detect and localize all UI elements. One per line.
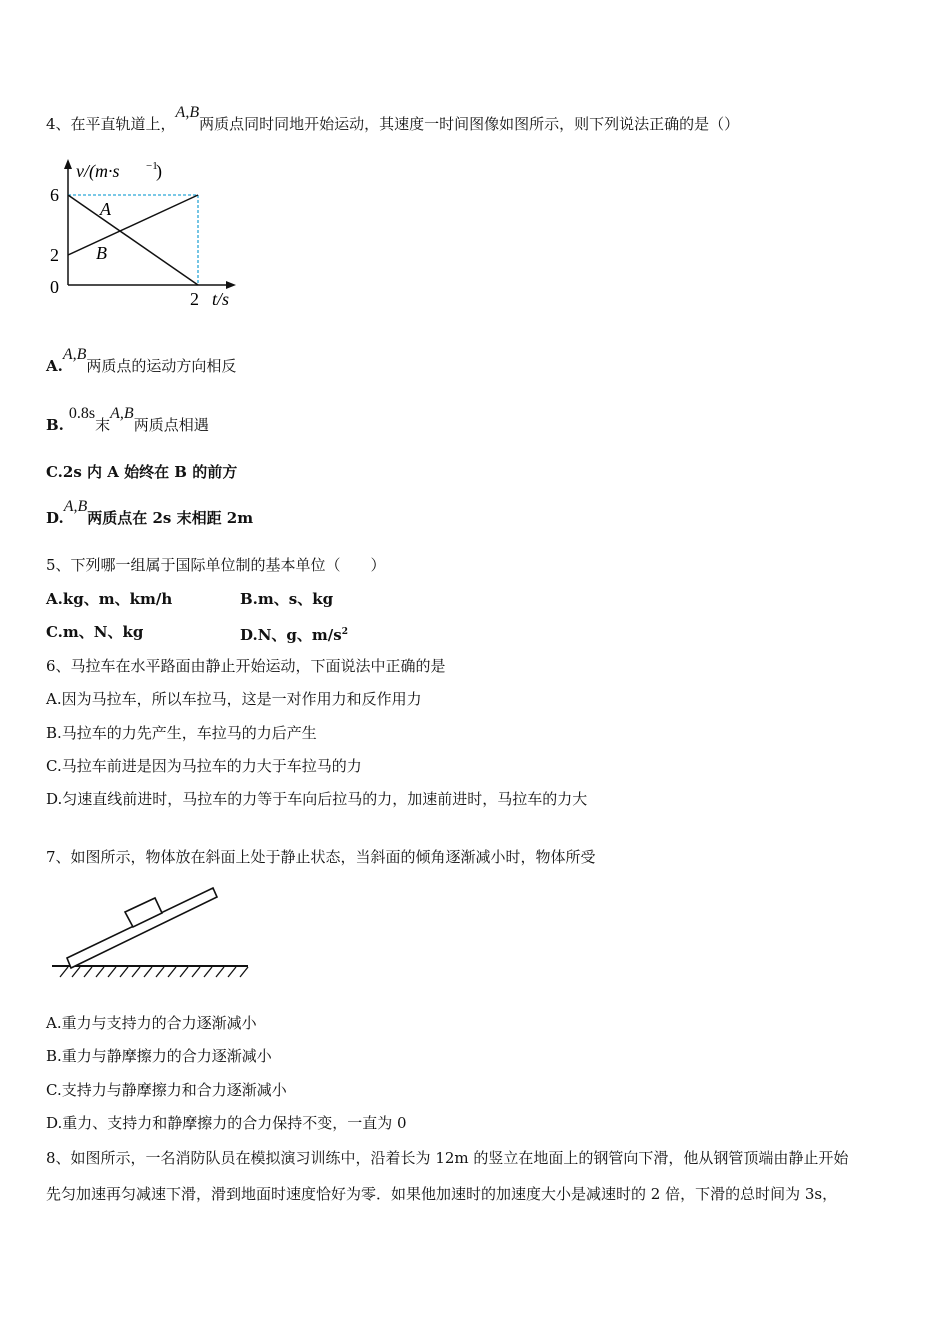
tick-y2: 2 <box>50 245 59 265</box>
q4-option-a: A.A,B两质点的运动方向相反 <box>46 346 237 375</box>
q5-stem: 5、下列哪一组属于国际单位制的基本单位（ ） <box>46 556 386 574</box>
q6-option-c: C.马拉车前进是因为马拉车的力大于车拉马的力 <box>46 757 362 775</box>
line-a <box>68 195 198 285</box>
line-a-label: A <box>100 199 111 219</box>
q4-option-c: C.2s 内 A 始终在 B 的前方 <box>46 463 238 481</box>
q7-option-c: C.支持力与静摩擦力和合力逐渐减小 <box>46 1081 287 1099</box>
q6-option-b: B.马拉车的力先产生，车拉马的力后产生 <box>46 724 317 742</box>
q6-option-a: A.因为马拉车，所以车拉马，这是一对作用力和反作用力 <box>46 690 422 708</box>
q5-option-a: A.kg、m、km/h <box>46 590 173 608</box>
q7-option-d: D.重力、支持力和静摩擦力的合力保持不变，一直为 0 <box>46 1114 407 1132</box>
q7-option-a: A.重力与支持力的合力逐渐减小 <box>46 1014 257 1032</box>
tick-y0: 0 <box>50 277 59 297</box>
q5-option-b: B.m、s、kg <box>240 590 334 608</box>
x-axis-label: t/s <box>212 289 230 309</box>
q6-stem: 6、马拉车在水平路面由静止开始运动，下面说法中正确的是 <box>46 657 446 675</box>
tick-y6: 6 <box>50 185 59 205</box>
incline-diagram <box>48 882 253 982</box>
q7-option-b: B.重力与静摩擦力的合力逐渐减小 <box>46 1047 272 1065</box>
q4-ab-symbol: A,B <box>175 104 200 121</box>
y-axis-label-exp: −1 <box>146 160 158 172</box>
y-axis-arrow-icon <box>64 159 72 169</box>
q5-option-c: C.m、N、kg <box>46 623 144 641</box>
q8-line-1: 8、如图所示，一名消防队员在模拟演习训练中，沿着长为 12m 的竖立在地面上的钢管向下滑，他从钢管顶端由静止开始 <box>46 1149 849 1167</box>
q4-stem: 4、在平直轨道上，A,B两质点同时同地开始运动，其速度一时间图像如图所示，则下列说法正确的是（） <box>46 104 740 133</box>
q6-option-d: D.匀速直线前进时，马拉车的力等于车向后拉马的力，加速前进时，马拉车的力大 <box>46 790 588 808</box>
line-b <box>68 195 198 255</box>
ground-hatching <box>60 967 248 977</box>
incline-plank <box>67 888 217 968</box>
tick-x2: 2 <box>190 289 199 309</box>
y-axis-label: v/(m·s <box>76 161 120 181</box>
q7-stem: 7、如图所示，物体放在斜面上处于静止状态，当斜面的倾角逐渐减小时，物体所受 <box>46 848 596 866</box>
x-axis-arrow-icon <box>226 281 236 289</box>
y-axis-label-close: ) <box>156 161 162 181</box>
vt-graph <box>40 155 250 315</box>
q8-line-2: 先匀加速再匀减速下滑，滑到地面时速度恰好为零．如果他加速时的加速度大小是减速时的 2 倍，下滑的总时间为 3s， <box>46 1185 838 1203</box>
q4-option-b: B.0.8s末A,B两质点相遇 <box>46 405 209 434</box>
q5-option-d: D.N、g、$m/s^2$ <box>240 626 348 644</box>
q4-option-d: D.A,B两质点在 2s 末相距 2m <box>46 498 254 527</box>
line-b-label: B <box>96 243 107 263</box>
